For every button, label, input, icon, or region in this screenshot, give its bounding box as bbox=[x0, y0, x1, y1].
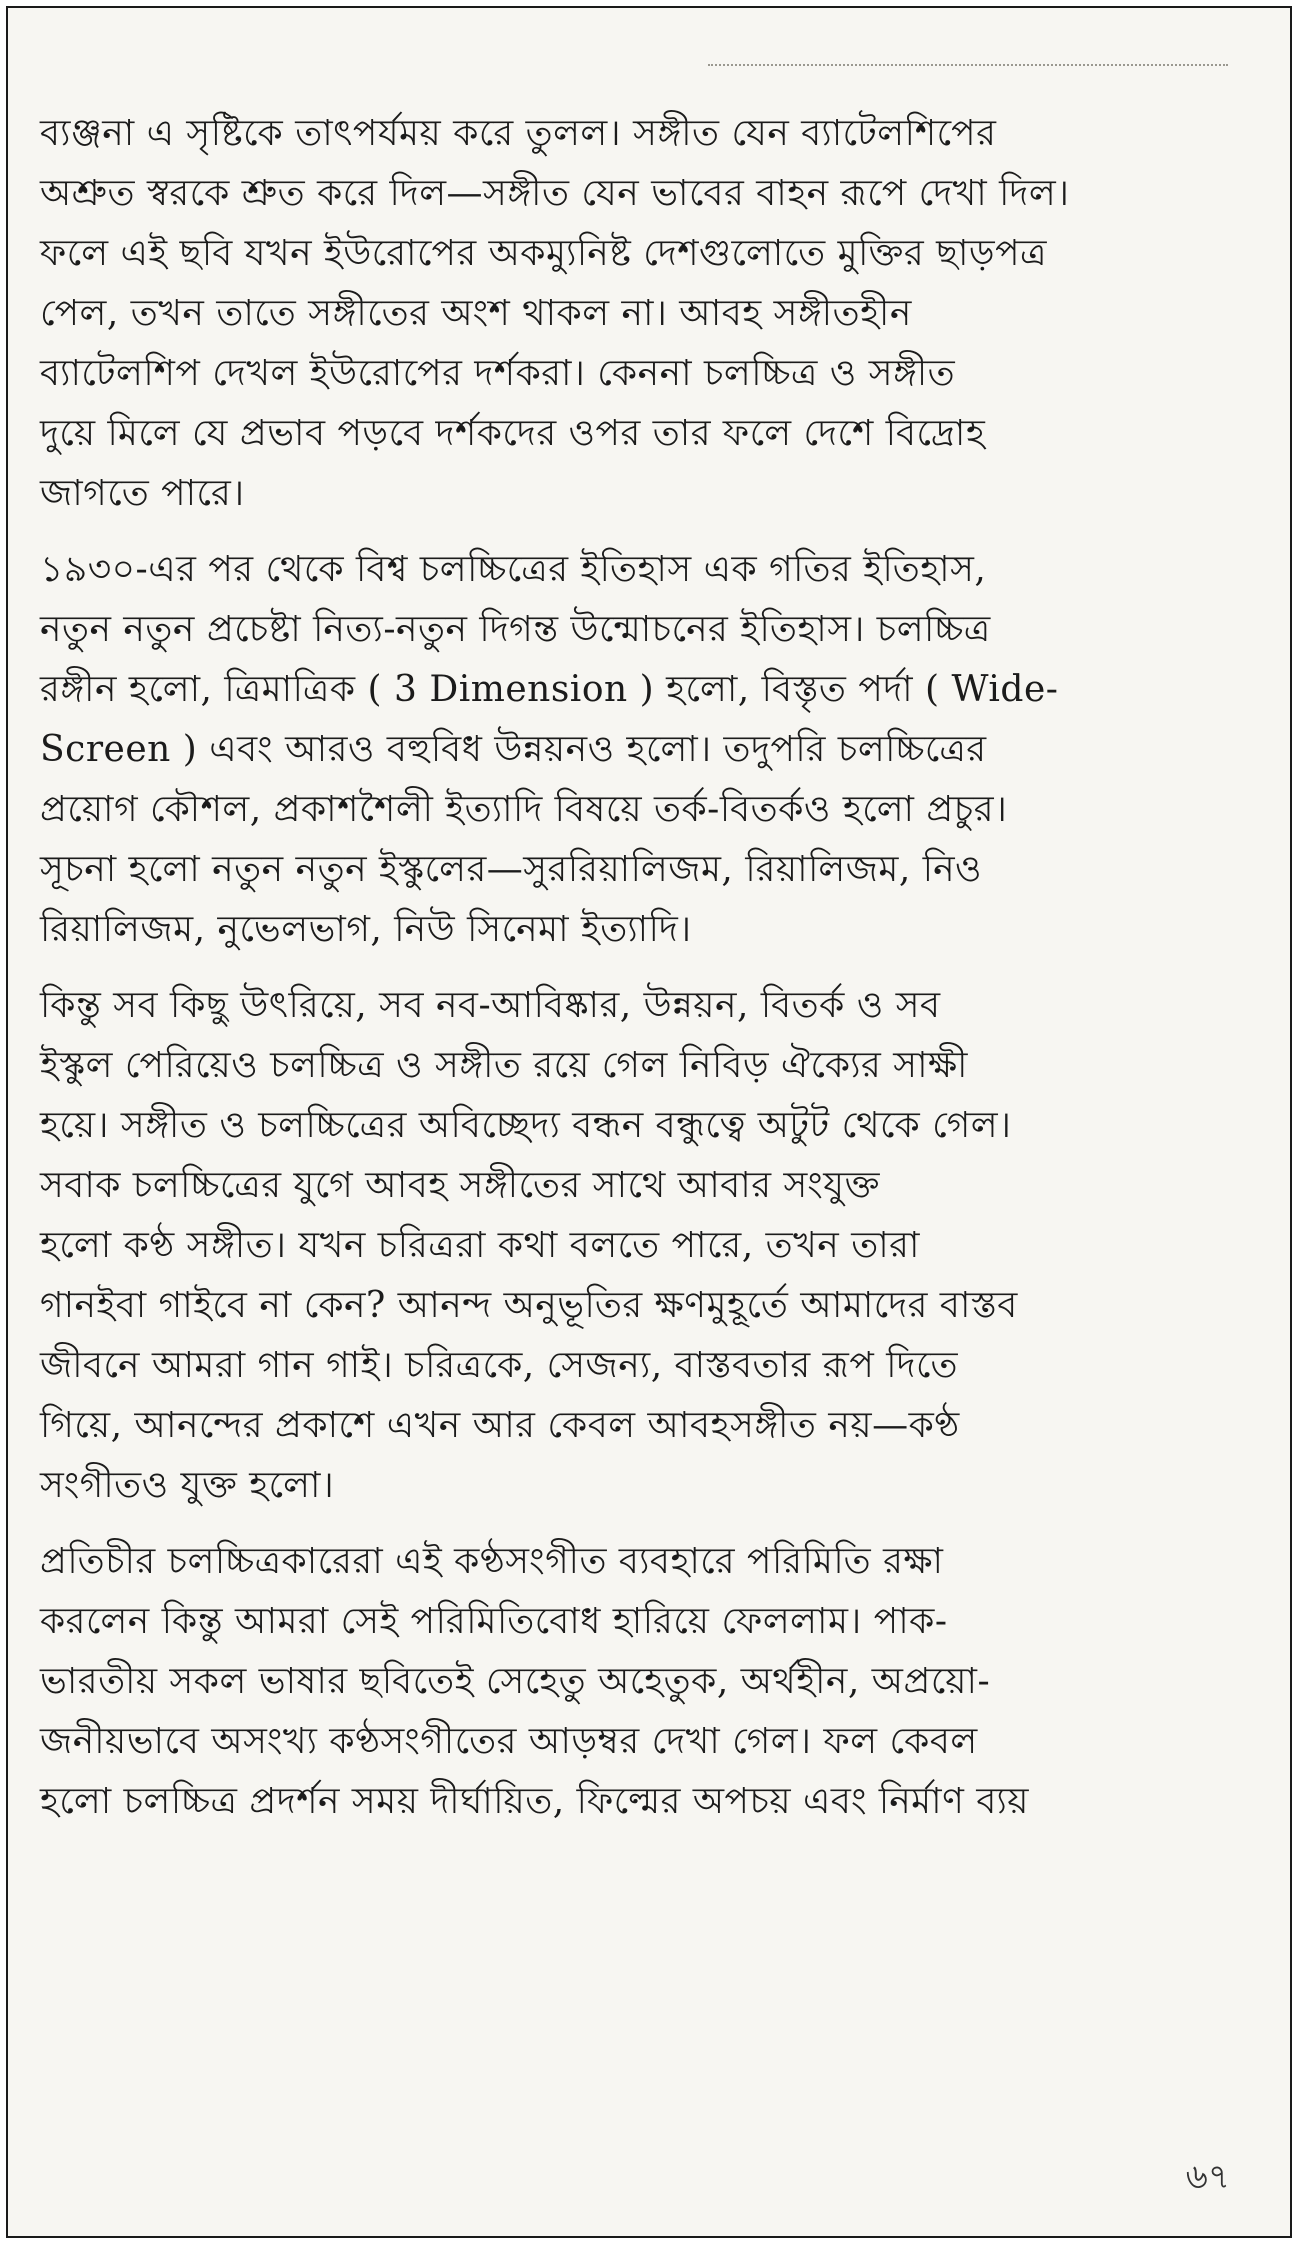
text-line: কিন্তু সব কিছু উৎরিয়ে, সব নব-আবিষ্কার, উন্নয়ন, বিতর্ক ও সব bbox=[40, 985, 941, 1026]
text-line: হলো চলচ্চিত্র প্রদর্শন সময় দীর্ঘায়িত, ফিল্মের অপচয় এবং নির্মাণ ব্যয় bbox=[40, 1781, 1030, 1822]
top-dotted-rule bbox=[708, 64, 1228, 66]
text-line: পেল, তখন তাতে সঙ্গীতের অংশ থাকল না। আবহ সঙ্গীতহীন bbox=[40, 293, 912, 334]
text-line: গানইবা গাইবে না কেন? আনন্দ অনুভূতির ক্ষণমুহূর্তে আমাদের বাস্তব bbox=[40, 1285, 1018, 1326]
body-text bbox=[40, 104, 1240, 1848]
text-line: গিয়ে, আনন্দের প্রকাশে এখন আর কেবল আবহসঙ্গীত নয়—কণ্ঠ bbox=[40, 1405, 960, 1446]
page-number: ৬৭ bbox=[1185, 2157, 1230, 2197]
text-line: দুয়ে মিলে যে প্রভাব পড়বে দর্শকদের ওপর তার ফলে দেশে বিদ্রোহ bbox=[40, 413, 986, 454]
book-page bbox=[6, 6, 1292, 2238]
text-line: ইস্কুল পেরিয়েও চলচ্চিত্র ও সঙ্গীত রয়ে গেল নিবিড় ঐক্যের সাক্ষী bbox=[40, 1045, 968, 1086]
text-line: সূচনা হলো নতুন নতুন ইস্কুলের—সুররিয়ালিজম, রিয়ালিজম, নিও bbox=[40, 849, 983, 890]
text-line: সংগীতও যুক্ত হলো। bbox=[40, 1465, 335, 1506]
text-line: ভারতীয় সকল ভাষার ছবিতেই সেহেতু অহেতুক, অর্থহীন, অপ্রয়ো- bbox=[40, 1661, 991, 1702]
text-line: ১৯৩০-এর পর থেকে বিশ্ব চলচ্চিত্রের ইতিহাস এক গতির ইতিহাস, bbox=[40, 549, 987, 590]
text-line: সবাক চলচ্চিত্রের যুগে আবহ সঙ্গীতের সাথে আবার সংযুক্ত bbox=[40, 1165, 880, 1206]
text-line: জাগতে পারে। bbox=[40, 473, 245, 514]
text-line: ব্যঞ্জনা এ সৃষ্টিকে তাৎপর্যময় করে তুলল। সঙ্গীত যেন ব্যাটেলশিপের bbox=[40, 113, 997, 154]
text-line: জীবনে আমরা গান গাই। চরিত্রকে, সেজন্য, বাস্তবতার রূপ দিতে bbox=[40, 1345, 958, 1386]
text-line: জনীয়ভাবে অসংখ্য কণ্ঠসংগীতের আড়ম্বর দেখা গেল। ফল কেবল bbox=[40, 1721, 978, 1762]
text-line: অশ্রুত স্বরকে শ্রুত করে দিল—সঙ্গীত যেন ভাবের বাহন রূপে দেখা দিল। bbox=[40, 173, 1070, 214]
text-line: ফলে এই ছবি যখন ইউরোপের অকম্যুনিষ্ট দেশগুলোতে মুক্তির ছাড়পত্র bbox=[40, 233, 1047, 274]
text-line: ব্যাটেলশিপ দেখল ইউরোপের দর্শকরা। কেননা চলচ্চিত্র ও সঙ্গীত bbox=[40, 353, 956, 394]
text-line: প্রতিচীর চলচ্চিত্রকারেরা এই কণ্ঠসংগীত ব্যবহারে পরিমিতি রক্ষা bbox=[40, 1541, 944, 1582]
paragraph bbox=[40, 104, 1240, 524]
text-line: রঙ্গীন হলো, ত্রিমাত্রিক ( 3 Dimension ) হলো, বিস্তৃত পর্দা ( Wide- bbox=[40, 669, 1059, 710]
paragraph bbox=[40, 540, 1240, 960]
paragraph bbox=[40, 976, 1240, 1516]
text-line: Screen ) এবং আরও বহুবিধ উন্নয়নও হলো। তদুপরি চলচ্চিত্রের bbox=[40, 729, 987, 770]
text-line: করলেন কিন্তু আমরা সেই পরিমিতিবোধ হারিয়ে ফেললাম। পাক- bbox=[40, 1601, 948, 1642]
text-line: রিয়ালিজম, নুভেলভাগ, নিউ সিনেমা ইত্যাদি। bbox=[40, 909, 692, 950]
text-line: হলো কণ্ঠ সঙ্গীত। যখন চরিত্ররা কথা বলতে পারে, তখন তারা bbox=[40, 1225, 920, 1266]
text-line: হয়ে। সঙ্গীত ও চলচ্চিত্রের অবিচ্ছেদ্য বন্ধন বন্ধুত্বে অটুট থেকে গেল। bbox=[40, 1105, 1012, 1146]
text-line: নতুন নতুন প্রচেষ্টা নিত্য-নতুন দিগন্ত উন্মোচনের ইতিহাস। চলচ্চিত্র bbox=[40, 609, 991, 650]
paragraph bbox=[40, 1532, 1240, 1832]
text-line: প্রয়োগ কৌশল, প্রকাশশৈলী ইত্যাদি বিষয়ে তর্ক-বিতর্কও হলো প্রচুর। bbox=[40, 789, 1008, 830]
